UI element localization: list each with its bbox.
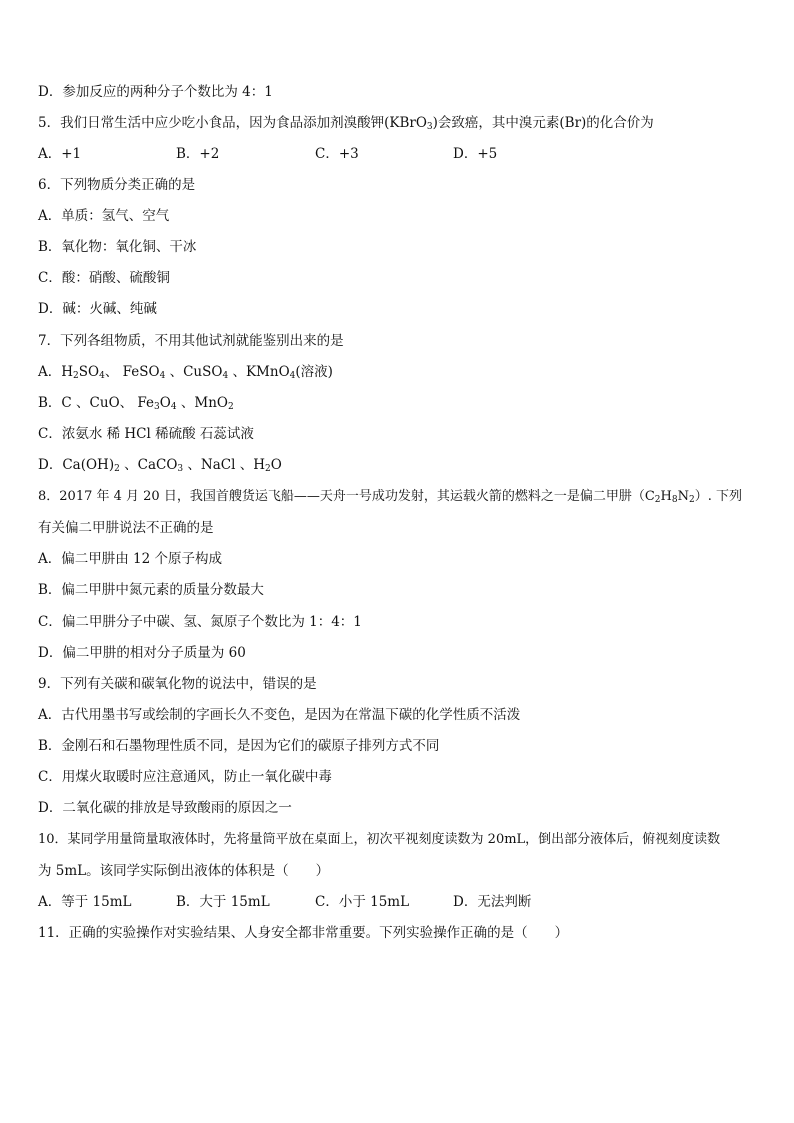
q6-stem: 6．下列物质分类正确的是: [38, 177, 196, 193]
q10-option-b: B．大于 15mL: [176, 894, 270, 910]
q5-stem: 5．我们日常生活中应少吃小食品，因为食品添加剂溴酸钾(KBrO$_3$)会致癌，其中溴元素(Br)的化合价为: [38, 115, 654, 132]
q5-option-c: C．+3: [315, 146, 359, 162]
q7-option-c: C．浓氨水 稀 HCl 稀硫酸 石蕊试液: [38, 426, 254, 442]
q6-option-d: D．碱：火碱、纯碱: [38, 301, 157, 317]
q7-option-d: D．$Ca(OH)_2$ 、CaCO$_3$ 、NaCl 、$H_2O$: [38, 457, 282, 474]
q6-option-c: C．酸：硝酸、硫酸铜: [38, 270, 170, 286]
q4-option-d: D．参加反应的两种分子个数比为 4：1: [38, 84, 273, 100]
q8-option-c: C．偏二甲肼分子中碳、氢、氮原子个数比为 1：4：1: [38, 614, 362, 630]
q8-stem-line1: 8．2017 年 4 月 20 日，我国首艘货运飞船——天舟一号成功发射，其运载火箭的燃料之一是偏二甲肼$(C_2H_8N_2)$. 下列: [38, 489, 742, 505]
q7-option-a: A．$H_2SO_4$、 FeSO$_4$ 、CuSO$_4$ 、KMnO$_4$(溶液): [38, 364, 333, 381]
q7-stem: 7．下列各组物质，不用其他试剂就能鉴别出来的是: [38, 333, 344, 349]
q6-option-b: B．氧化物：氧化铜、干冰: [38, 239, 197, 255]
q9-stem: 9．下列有关碳和碳氧化物的说法中，错误的是: [38, 676, 317, 692]
q5-option-b: B．+2: [176, 146, 220, 162]
q10-stem-line1: 10．某同学用量筒量取液体时，先将量筒平放在桌面上，初次平视刻度读数为 20mL，倒出部分液体后，俯视刻度读数: [38, 832, 721, 847]
q9-option-c: C．用煤火取暖时应注意通风，防止一氧化碳中毒: [38, 769, 332, 785]
q8-stem-line2: 有关偏二甲肼说法不正确的是: [38, 520, 214, 536]
q8-option-a: A．偏二甲肼由 12 个原子构成: [38, 551, 223, 567]
q10-option-a: A．等于 15mL: [38, 894, 132, 910]
q11-stem: 11．正确的实验操作对实验结果、人身安全都非常重要。下列实验操作正确的是（ ）: [38, 925, 569, 941]
q10-option-d: D．无法判断: [453, 894, 532, 910]
q8-option-b: B．偏二甲肼中氮元素的质量分数最大: [38, 582, 264, 598]
q10-stem-line2: 为 5mL。该同学实际倒出液体的体积是（ ）: [38, 863, 330, 879]
q5-option-a: A．+1: [38, 146, 82, 162]
q10-option-c: C．小于 15mL: [315, 894, 410, 910]
q9-option-b: B．金刚石和石墨物理性质不同，是因为它们的碳原子排列方式不同: [38, 738, 440, 754]
q9-option-d: D．二氧化碳的排放是导致酸雨的原因之一: [38, 800, 292, 816]
q5-option-d: D．+5: [453, 146, 498, 162]
q7-option-b: B．C 、CuO、 $Fe_3O_4$ 、MnO$_2$: [38, 395, 234, 412]
q9-option-a: A．古代用墨书写或绘制的字画长久不变色，是因为在常温下碳的化学性质不活泼: [38, 707, 521, 723]
q8-option-d: D．偏二甲肼的相对分子质量为 60: [38, 645, 246, 661]
q6-option-a: A．单质：氢气、空气: [38, 208, 170, 224]
